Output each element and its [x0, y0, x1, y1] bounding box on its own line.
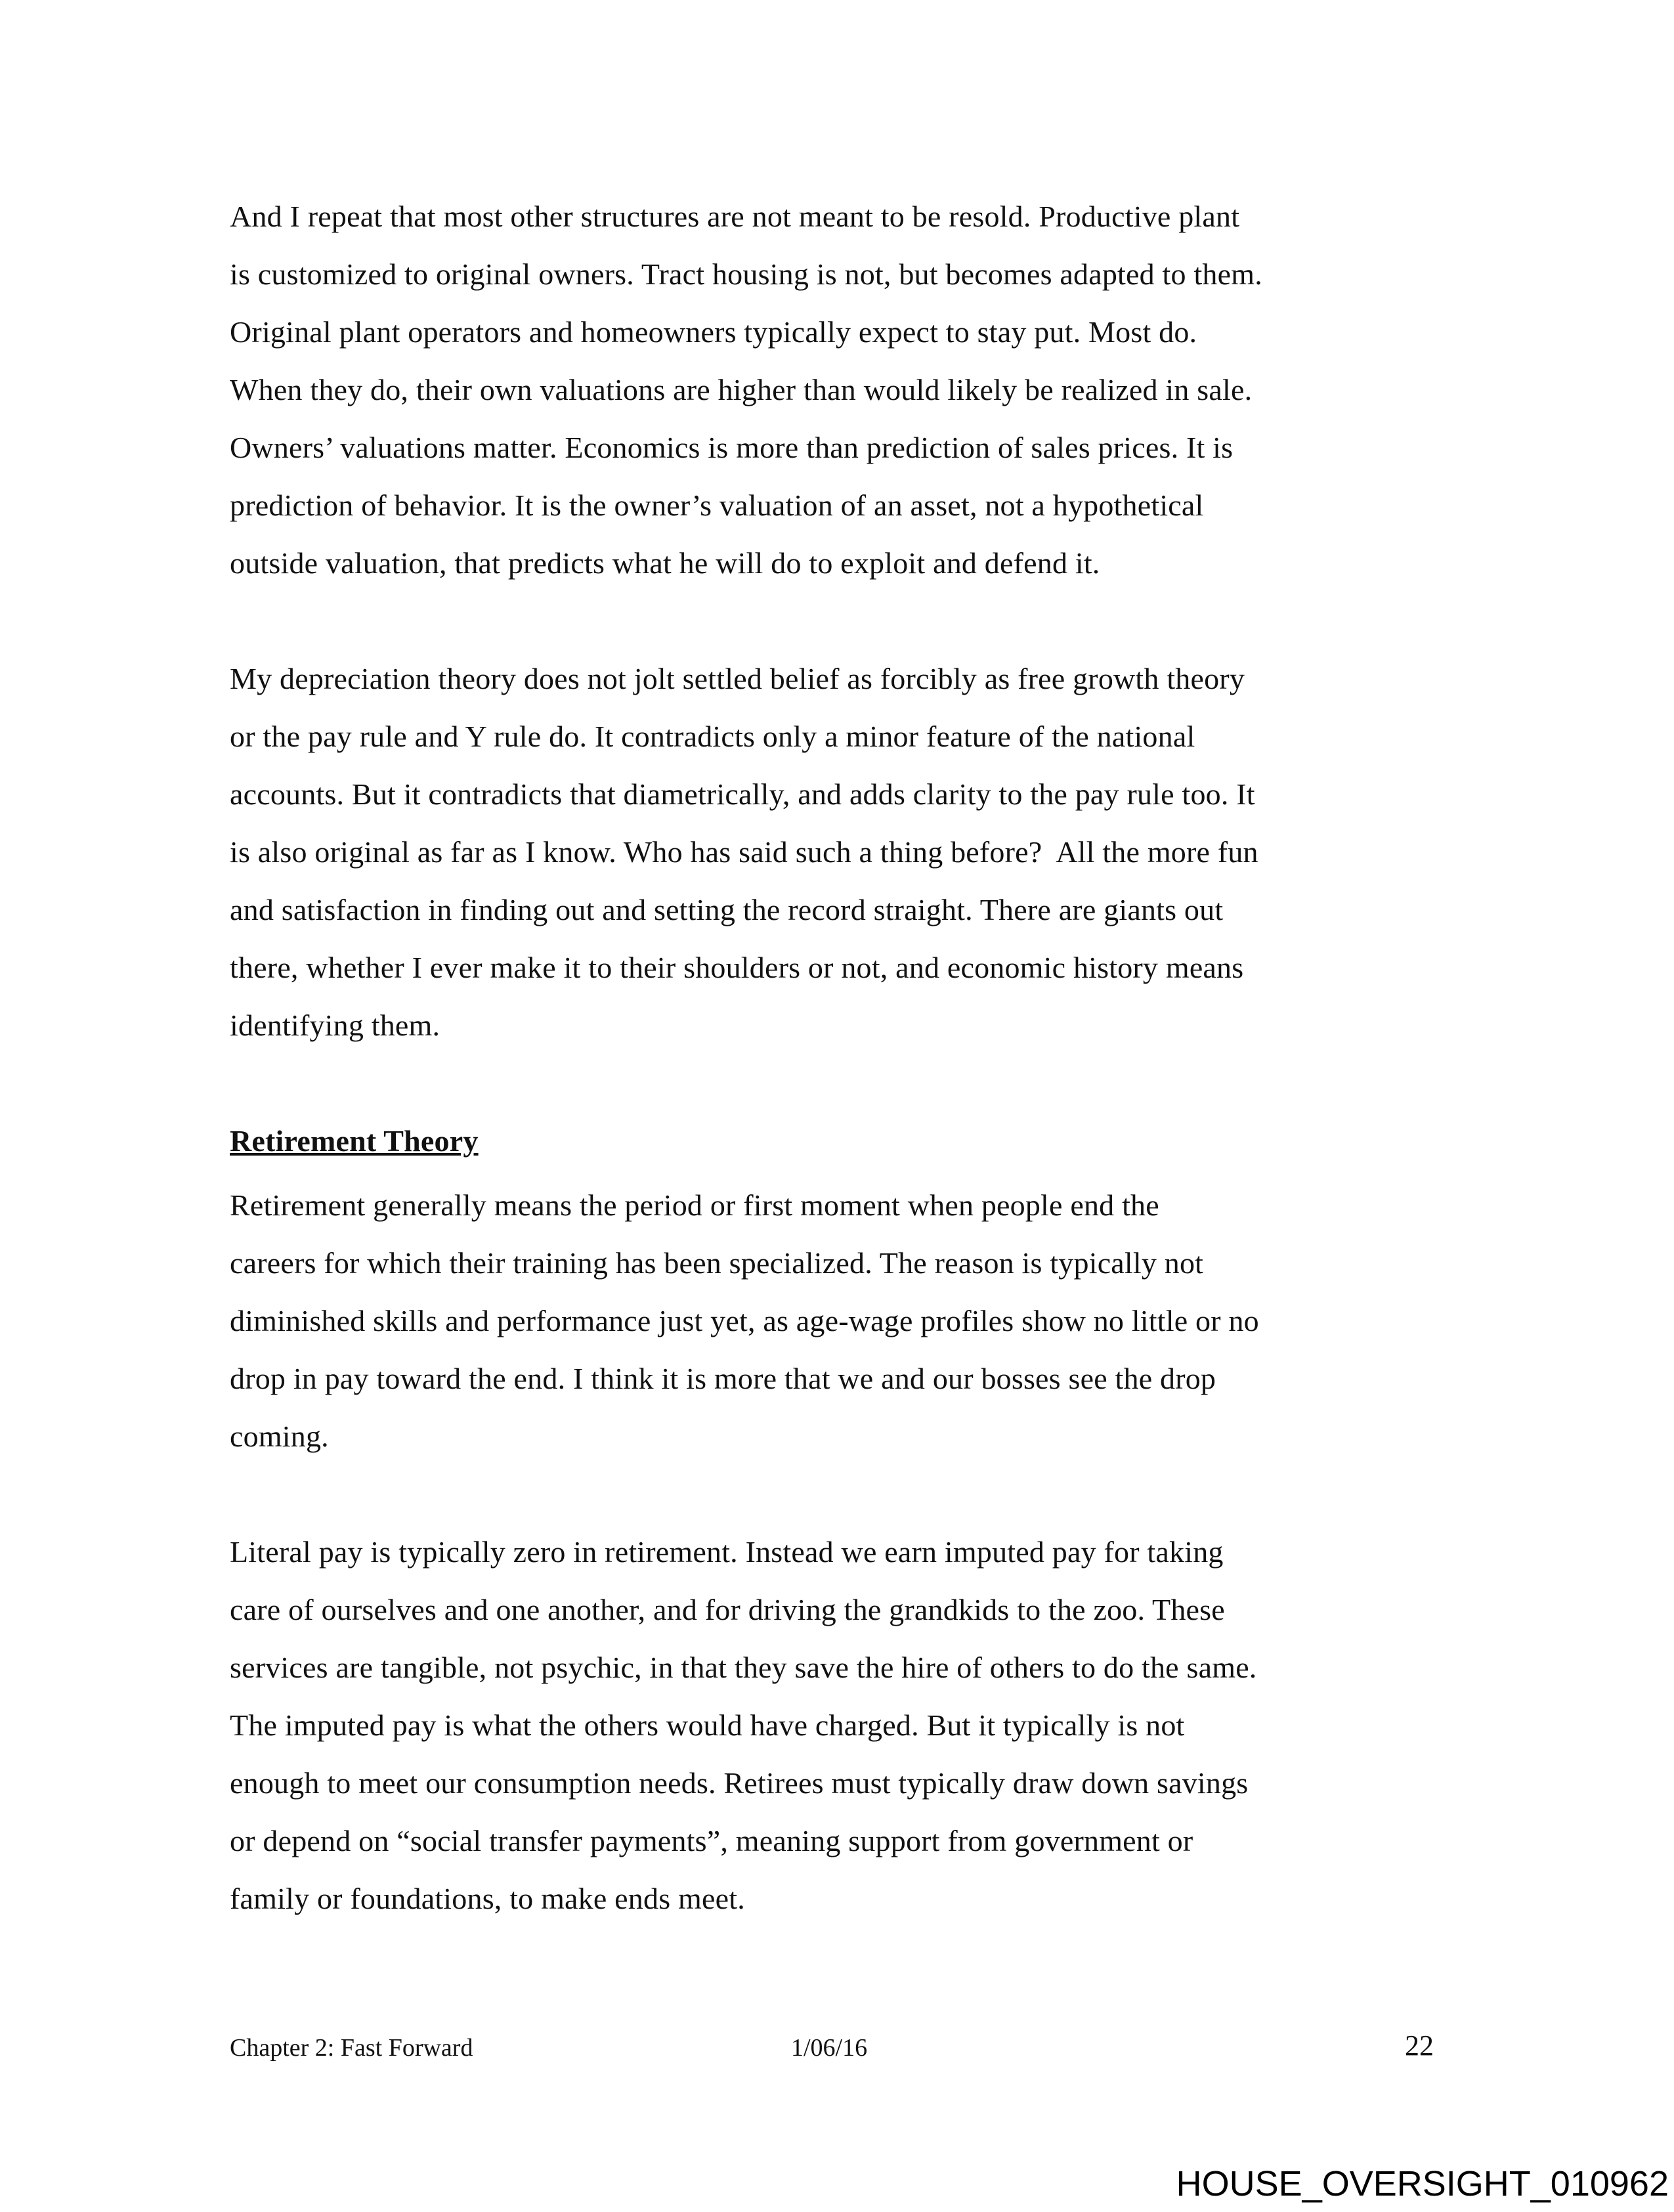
- text-line: diminished skills and performance just yet, as age-wage profiles show no little or no: [230, 1304, 1259, 1337]
- text-line: care of ourselves and one another, and for driving the grandkids to the zoo. These: [230, 1593, 1225, 1626]
- text-line: accounts. But it contradicts that diametrically, and adds clarity to the pay rule too. It: [230, 777, 1255, 811]
- paragraph: [230, 1523, 1464, 1928]
- text-line: When they do, their own valuations are higher than would likely be realized in sale.: [230, 373, 1253, 406]
- paragraph: [230, 188, 1464, 592]
- text-line: Retirement generally means the period or first moment when people end the: [230, 1188, 1159, 1222]
- text-line: coming.: [230, 1420, 329, 1453]
- footer-chapter-label: Chapter 2: Fast Forward: [230, 2034, 473, 2062]
- section-heading-block: [230, 1112, 1464, 1170]
- text-line: My depreciation theory does not jolt settled belief as forcibly as free growth theory: [230, 662, 1245, 695]
- text-line: and satisfaction in finding out and setting the record straight. There are giants out: [230, 893, 1224, 926]
- text-line: drop in pay toward the end. I think it is more that we and our bosses see the drop: [230, 1362, 1216, 1395]
- text-line: services are tangible, not psychic, in that they save the hire of others to do the same.: [230, 1651, 1257, 1684]
- text-line: there, whether I ever make it to their shoulders or not, and economic history means: [230, 951, 1244, 984]
- text-line: is also original as far as I know. Who has said such a thing before? All the more fun: [230, 835, 1258, 869]
- footer-date: 1/06/16: [791, 2034, 868, 2062]
- footer-page-number: 22: [1405, 2029, 1434, 2062]
- text-line: Original plant operators and homeowners typically expect to stay put. Most do.: [230, 315, 1197, 349]
- text-line: outside valuation, that predicts what he will do to exploit and defend it.: [230, 546, 1100, 580]
- oversight-watermark: HOUSE_OVERSIGHT_010962: [1176, 2164, 1669, 2203]
- text-line: careers for which their training has been specialized. The reason is typically not: [230, 1246, 1204, 1280]
- section-heading: Retirement Theory: [230, 1124, 479, 1158]
- text-line: is customized to original owners. Tract housing is not, but becomes adapted to them.: [230, 257, 1262, 291]
- text-line: identifying them.: [230, 1008, 440, 1042]
- text-line: family or foundations, to make ends meet.: [230, 1882, 745, 1915]
- text-line: or depend on “social transfer payments”, meaning support from government or: [230, 1824, 1193, 1857]
- document-body: [230, 188, 1464, 1985]
- text-line: Owners’ valuations matter. Economics is more than prediction of sales prices. It is: [230, 431, 1234, 464]
- paragraph: [230, 650, 1464, 1054]
- text-line: The imputed pay is what the others would have charged. But it typically is not: [230, 1708, 1185, 1742]
- text-line: Literal pay is typically zero in retirement. Instead we earn imputed pay for taking: [230, 1535, 1224, 1569]
- text-line: enough to meet our consumption needs. Retirees must typically draw down savings: [230, 1766, 1249, 1800]
- paragraph: [230, 1177, 1464, 1465]
- text-line: prediction of behavior. It is the owner’s valuation of an asset, not a hypothetical: [230, 488, 1204, 522]
- text-line: And I repeat that most other structures are not meant to be resold. Productive plant: [230, 200, 1240, 233]
- text-line: or the pay rule and Y rule do. It contradicts only a minor feature of the national: [230, 720, 1195, 753]
